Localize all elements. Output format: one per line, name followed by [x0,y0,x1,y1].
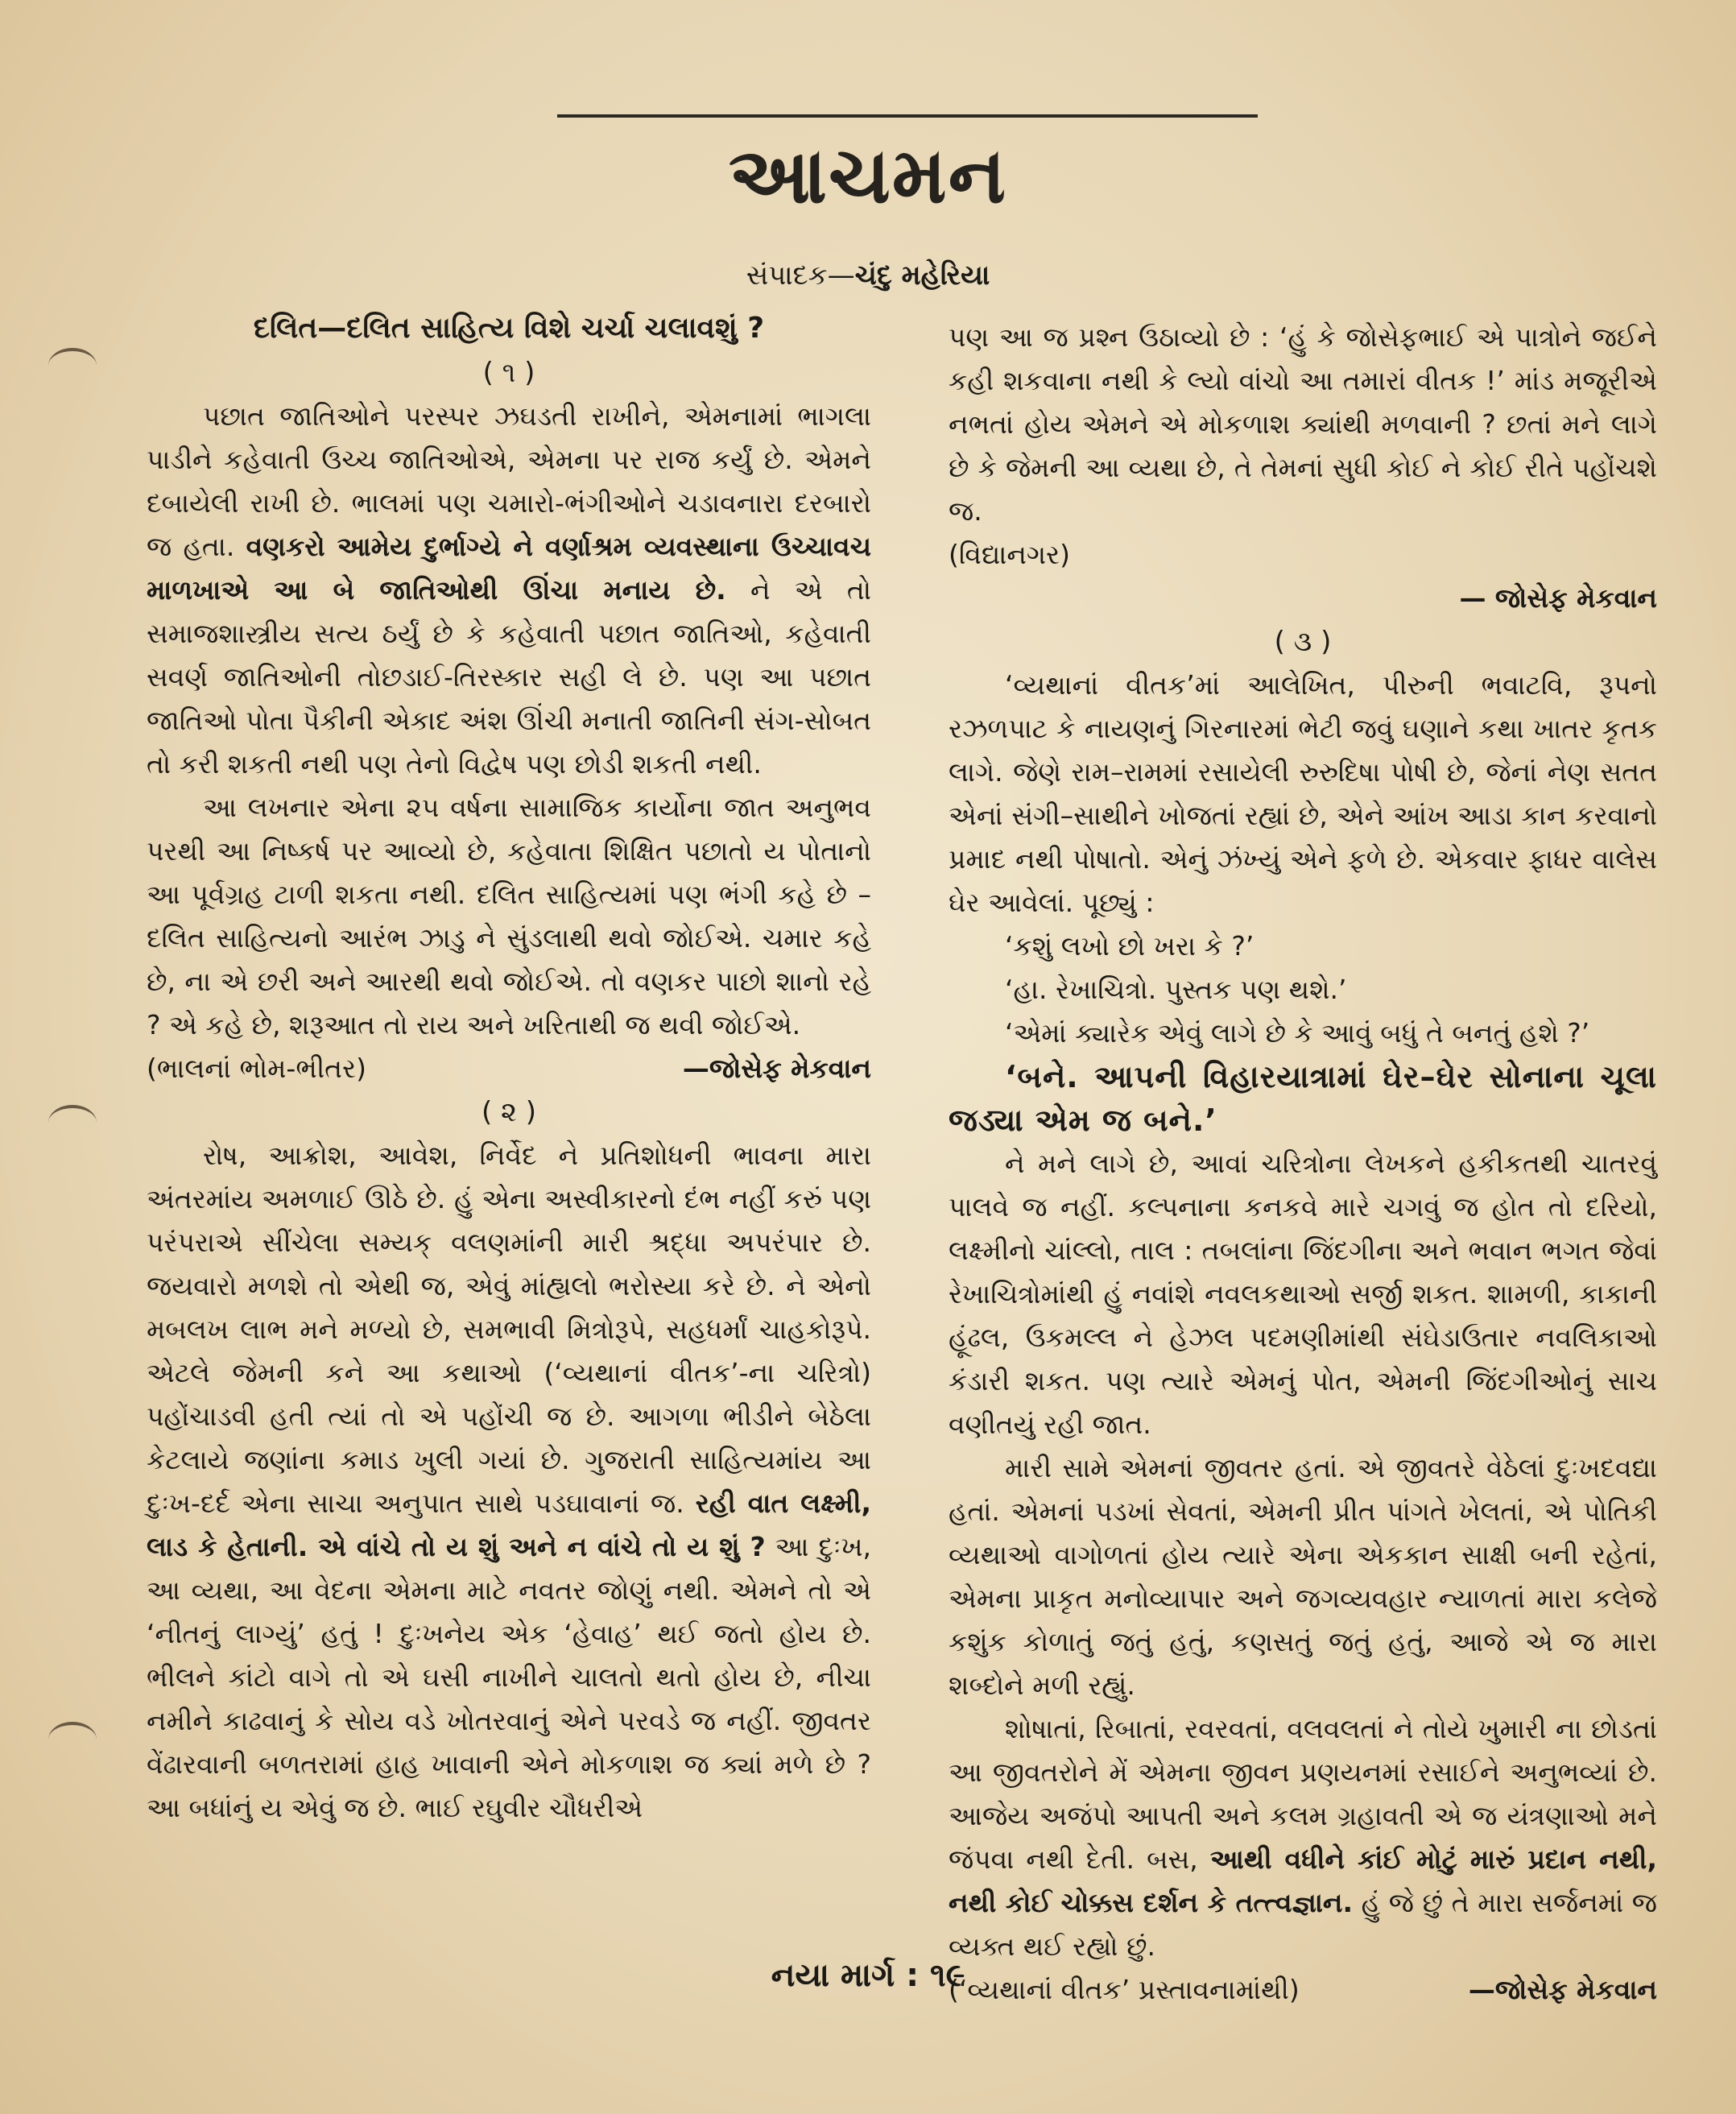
dialogue-line-bold: ‘બને. આપની વિહારયાત્રામાં ઘેર–ઘેર સોનાના ચૂલા જડ્યા એમ જ બને.’ [949,1059,1657,1138]
source-note: (ભાલનાં ભોમ-ભીતર) [147,1053,366,1084]
signature-row [147,1047,871,1090]
paragraph: આ લખનાર એના ૨૫ વર્ષના સામાજિક કાર્યોના જાત અનુભવ પરથી આ નિષ્કર્ષ પર આવ્યો છે, કહેવાતા શિક્ષિત પછાતો ય પોતાનો આ પૂર્વગ્રહ ટાળી શકતા નથી. દલિત સાહિત્યમાં પણ ભંગી કહે છે – દલિત સાહિત્યનો આરંભ ઝાડુ ને સુંડલાથી થવો જોઈએ. ચમાર કહે છે, ના એ છરી અને આરથી થવો જોઈએ. તો વણકર પાછો શાનો રહે ? એ કહે છે, શરૂઆત તો રાય અને ખરિતાથી જ થવી જોઈએ. [147,792,871,1040]
editor-label: સંપાદક— [746,259,855,292]
top-rule [557,114,1258,118]
bold-text: રહી વાત લક્ષ્મી, લાડ કે હેતાની. એ વાંચે તો ય શું અને ન વાંચે તો ય શું ? [147,1487,871,1562]
page-footer: નયા માર્ગ : ૧૯ [771,1957,965,1994]
paragraph-text: હું જે છું તે મારા સર્જનમાં જ વ્યક્ત થઈ રહ્યો છું. [949,1887,1657,1962]
right-column [949,316,1657,2012]
editor-name: ચંદુ મહેરિયા [854,259,990,292]
section-number-2: ( ૨ ) [481,1096,537,1128]
paragraph-text: આ દુઃખ, આ વ્યથા, આ વેદના એમના માટે નવતર જોણું નથી. એમને તો એ ‘નીતનું લાગ્યું’ હતું ! દુઃખનેય એક ‘હેવાહ’ થઈ જતો હોય છે. ભીલને કાંટો વાગે તો એ ઘસી નાખીને ચાલતો થતો હોય છે, નીચા નમીને કાઢવાનું કે સોય વડે ખોતરવાનું એને પરવડે જ નહીં. જીવતર વેંઢારવાની બળતરામાં હાહ ખાવાની એને મોકળાશ જ ક્યાં મળે છે ? આ બધાંનું ય એવું જ છે. ભાઈ રઘુવીર ચૌધરીએ [147,1531,871,1823]
section-number-1: ( ૧ ) [482,357,535,389]
dialogue-line: ‘એમાં ક્યારેક એવું લાગે છે કે આવું બધું તે બનતું હશે ?’ [1005,1017,1590,1049]
source-note: (‘વ્યથાનાં વીતક’ પ્રસ્તાવનામાંથી) [949,1974,1300,2005]
editor-line [0,253,1736,298]
dialogue-line: ‘કશું લખો છો ખરા કે ?’ [1005,930,1254,962]
paragraph-text: રોષ, આક્રોશ, આવેશ, નિર્વેદ ને પ્રતિશોધની ભાવના મારા અંતરમાંય અમળાઈ ઊઠે છે. હું એના અસ્વીકારનો દંભ નહીં કરું પણ પરંપરાએ સીંચેલા સમ્યક્ વલણમાંની મારી શ્રદ્ધા અપરંપાર છે. જયવારો મળશે તો એથી જ, એવું માંહ્યલો ભરોસ્યા કરે છે. ને એનો મબલખ લાભ મને મળ્યો છે, સમભાવી મિત્રોરૂપે, સહધર્માં ચાહકોરૂપે. એટલે જેમની કને આ કથાઓ (‘વ્યથાનાં વીતક’-ના ચરિત્રો) પહોંચાડવી હતી ત્યાં તો એ પહોંચી જ છે. આગળા ભીડીને બેઠેલા કેટલાયે જણાંના કમાડ ખુલી ગયાં છે. ગુજરાતી સાહિત્યમાંય આ દુઃખ-દર્દ એના સાચા અનુપાત સાથે પડઘાવાનાં જ. [147,1140,871,1519]
paragraph [949,1707,1657,1968]
section-heading: દલિત—દલિત સાહિત્ય વિશે ચર્ચા ચલાવશું ? [253,312,765,345]
author-name: —જોસેફ મેકવાન [682,1053,871,1084]
author-name: — જોસેફ મેકવાન [1459,582,1657,614]
section-number-3: ( ૩ ) [1274,626,1332,658]
binding-hole-mark [48,1105,97,1140]
paragraph-text: પછાત જાતિઓને પરસ્પર ઝઘડતી રાખીને, એમનામાં ભાગલા પાડીને કહેવાતી ઉચ્ચ જાતિઓએ, એમના પર રાજ કર્યું છે. એમને દબાયેલી રાખી છે. ભાલમાં પણ ચમારો-ભંગીઓને ચડાવનારા દરબારો જ હતા. [147,400,871,562]
dialogue-line: ‘હા. રેખાચિત્રો. પુસ્તક પણ થશે.’ [1005,974,1347,1005]
binding-hole-mark [48,348,97,383]
bold-text: વણકરો આમેય દુર્ભાગ્યે ને વર્ણાશ્રમ વ્યવસ્થાના ઉચ્ચાવચ માળખાએ આ બે જાતિઓથી ઊંચા મનાય છે. [147,531,871,606]
paragraph: મારી સામે એમનાં જીવતર હતાં. એ જીવતરે વેઠેલાં દુઃખદવદ્યા હતાં. એમનાં પડખાં સેવતાં, એમની પ્રીત પાંગતે ખેલતાં, એ પોતિકી વ્યથાઓ વાગોળતાં હોય ત્યારે એના એકકાન સાક્ષી બની રહેતાં, એમના પ્રાકૃત મનોવ્યાપાર અને જગવ્યવહાર ન્યાળતાં મારા કલેજે કશુંક કોળાતું જતું હતું, કણસતું જતું હતું, આજે એ જ મારા શબ્દોને મળી રહ્યું. [949,1452,1657,1701]
page-title: આચમન [728,130,1008,221]
paragraph: ‘વ્યથાનાં વીતક’માં આલેખિત, પીરુની ભવાટવિ, રૂપનો રઝળપાટ કે નાયણનું ગિરનારમાં ભેટી જવું ઘણાને કથા ખાતર કૃતક લાગે. જેણે રામ–રામમાં રસાયેલી રુરુદિષા પોષી છે, જેનાં નેણ સતત એનાં સંગી–સાથીને ખોજતાં રહ્યાં છે, એને આંખ આડા કાન કરવાનો પ્રમાદ નથી પોષાતો. એનું ઝંખ્યું એને ફળે છે. એકવાર ફાધર વાલેસ ઘેર આવેલાં. પૂછ્યું : [949,669,1657,918]
binding-hole-mark [48,1722,97,1757]
left-column [147,306,871,1830]
source-note: (વિદ્યાનગર) [949,539,1070,570]
author-name: —જોસેફ મેકવાન [1468,1974,1657,2005]
paragraph: પણ આ જ પ્રશ્ન ઉઠાવ્યો છે : ‘હું કે જોસેફભાઈ એ પાત્રોને જઈને કહી શકવાના નથી કે લ્યો વાંચો આ તમારાં વીતક !’ માંડ મજૂરીએ નભતાં હોય એમને એ મોકળાશ ક્યાંથી મળવાની ? છતાં મને લાગે છે કે જેમની આ વ્યથા છે, તે તેમનાં સુધી કોઈ ને કોઈ રીતે પહોંચશે જ. [949,321,1657,527]
paragraph-text: ને એ તો સમાજશાસ્ત્રીય સત્ય ઠર્યું છે કે કહેવાતી પછાત જાતિઓ, કહેવાતી સવર્ણ જાતિઓની તોછડાઈ-તિરસ્કાર સહી લે છે. પણ આ પછાત જાતિઓ પોતા પૈકીની એકાદ અંશ ઊંચી મનાતી જાતિની સંગ-સોબત તો કરી શકતી નથી પણ તેનો વિદ્વેષ પણ છોડી શકતી નથી. [147,574,871,780]
paragraph-text: શોષાતાં, રિબાતાં, રવરવતાં, વલવલતાં ને તોયે ખુમારી ના છોડતાં આ જીવતરોને મેં એમના જીવન પ્રણયનમાં રસાઈને અનુભવ્યાં છે. આજેય અજંપો આપતી અને કલમ ગ્રહાવતી એ જ યંત્રણાઓ મને જંપવા નથી દેતી. બસ, [949,1713,1657,1875]
bold-text: આથી વધીને કાંઈ મોટું મારું પ્રદાન નથી, નથી કોઈ ચોક્કસ દર્શન કે તત્ત્વજ્ઞાન. [949,1843,1657,1918]
paragraph: ને મને લાગે છે, આવાં ચરિત્રોના લેખકને હકીકતથી ચાતરવું પાલવે જ નહીં. કલ્પનાના કનકવે મારે ચગવું જ હોત તો દરિયો, લક્ષ્મીનો ચાંલ્લો, તાલ : તબલાંના જિંદગીના અને ભવાન ભગત જેવાં રેખાચિત્રોમાંથી હું નવાંશે નવલકથાઓ સર્જી શકત. શામળી, કાકાની હૂંઢલ, ઉકમલ્લ ને હેઝલ પદમણીમાંથી સંઘેડાઉતાર નવલિકાઓ કંડારી શકત. પણ ત્યારે એમનું પોત, એમની જિંદગીઓનું સાચ વણીતયું રહી જાત. [949,1148,1657,1440]
paragraph [147,395,871,786]
paragraph [147,1134,871,1830]
